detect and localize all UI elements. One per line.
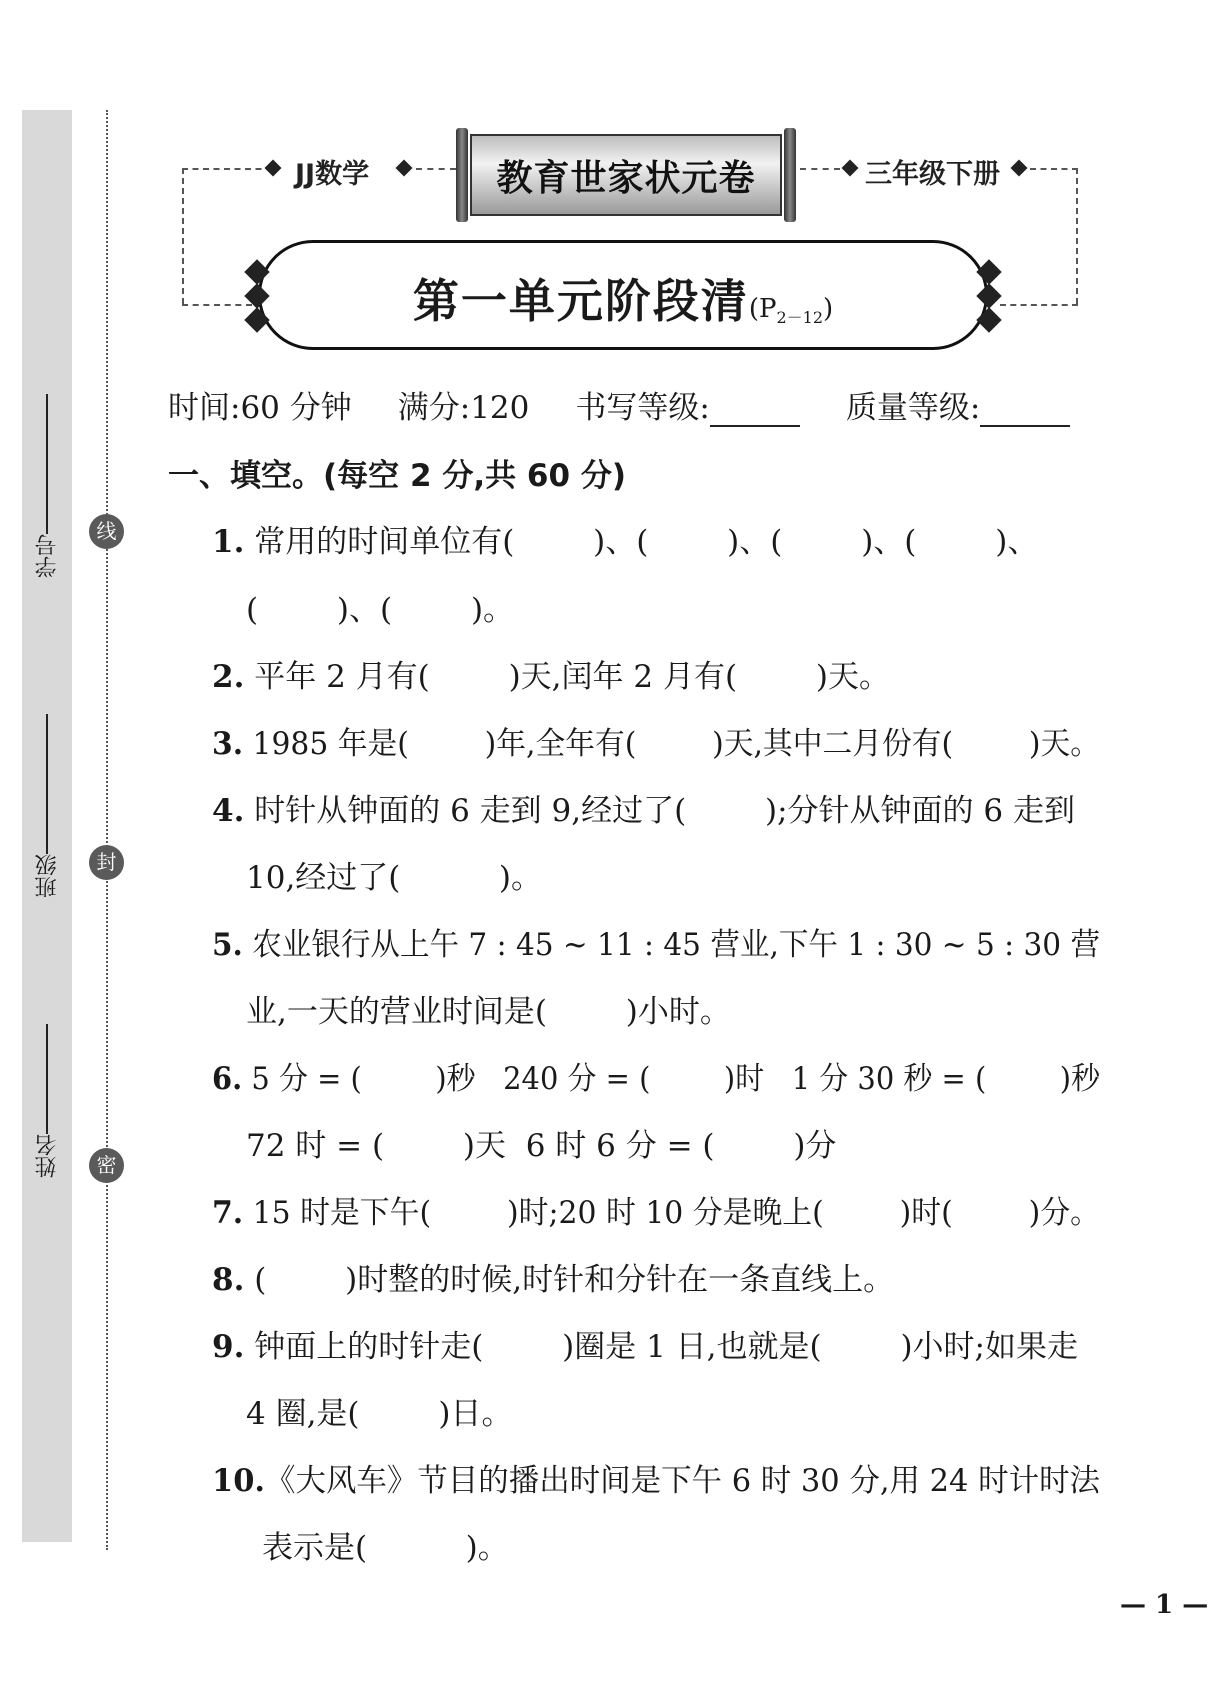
scroll-rod-right — [784, 128, 796, 222]
page-range-open: (P — [748, 294, 777, 324]
header-dash-center-right — [800, 168, 840, 170]
name-line[interactable] — [46, 1024, 48, 1134]
question-number: 5. — [212, 927, 243, 963]
series-scroll — [456, 128, 796, 222]
question-text: 钟面上的时针走( )圈是 1 日,也就是( )小时;如果走 — [254, 1329, 1079, 1365]
header-dash-left-bottom — [182, 304, 252, 306]
question-text: 农业银行从上午 7 : 45 ~ 11 : 45 营业,下午 1 : 30 ~ 5 : 30 营 — [252, 927, 1100, 963]
exam-info — [168, 382, 1070, 427]
question-9-line-2: 4 圈,是( )日。 — [246, 1396, 513, 1432]
diamond-icon — [1011, 160, 1028, 177]
question-10 — [212, 1455, 1100, 1500]
question-text: 1985 年是( )年,全年有( )天,其中二月份有( )天。 — [252, 726, 1100, 762]
question-6 — [212, 1053, 1100, 1098]
class-label: 班级 — [34, 854, 60, 898]
header-dash-right-bottom — [1000, 304, 1078, 306]
question-text: 5 分 = ( )秒 240 分 = ( )时 1 分 30 秒 = ( )秒 — [251, 1061, 1101, 1097]
subject-label: JJ数学 — [295, 159, 370, 190]
question-7 — [212, 1187, 1100, 1232]
question-number: 7. — [212, 1195, 244, 1231]
writing-grade-blank[interactable] — [710, 397, 800, 427]
name-field[interactable] — [30, 1020, 64, 1178]
page-range-sub: 2－12 — [776, 308, 824, 328]
name-label: 姓名 — [34, 1134, 60, 1178]
section-title: 一、填空。(每空 2 分,共 60 分) — [168, 458, 626, 494]
header-dash-left — [182, 168, 272, 170]
question-5 — [212, 919, 1100, 964]
question-number: 4. — [212, 793, 245, 829]
question-5-line-2: 业,一天的营业时间是( )小时。 — [246, 994, 731, 1030]
question-10-line-2: 表示是( )。 — [262, 1530, 509, 1566]
header-dash-center-left — [416, 168, 456, 170]
question-8 — [212, 1254, 894, 1299]
header-dash-right — [1030, 168, 1078, 170]
header-vdash-right — [1076, 168, 1078, 304]
question-number: 8. — [212, 1262, 245, 1298]
question-9 — [212, 1321, 1078, 1366]
question-1-line-2: ( )、( )。 — [246, 592, 515, 628]
question-1 — [212, 516, 1038, 561]
quality-grade-blank[interactable] — [980, 397, 1070, 427]
question-6-line-2: 72 时 = ( )天 6 时 6 分 = ( )分 — [246, 1128, 837, 1164]
question-text: 时针从钟面的 6 走到 9,经过了( );分针从钟面的 6 走到 — [254, 793, 1075, 829]
grade-label: 三年级下册 — [865, 159, 1000, 190]
question-number: 9. — [212, 1329, 245, 1365]
page-number: — 1 — — [1120, 1590, 1208, 1620]
diamond-icon — [842, 160, 859, 177]
question-3 — [212, 718, 1100, 763]
full-score-info: 满分:120 — [397, 390, 530, 426]
binding-dotted-line — [106, 110, 108, 1550]
student-number-field[interactable] — [30, 390, 64, 578]
binding-mark-secret: 密 — [89, 1148, 124, 1183]
question-2 — [212, 651, 890, 696]
unit-title: 第一单元阶段清 — [412, 274, 749, 328]
quality-grade-label: 质量等级: — [845, 390, 981, 426]
question-4-line-2: 10,经过了( )。 — [246, 860, 543, 896]
class-field[interactable] — [30, 710, 64, 898]
writing-grade-label: 书写等级: — [575, 390, 710, 426]
scroll-rod-left — [456, 128, 468, 222]
question-number: 3. — [212, 726, 244, 762]
time-info: 时间:60 分钟 — [168, 390, 352, 426]
scroll-paper — [470, 134, 782, 216]
student-number-line[interactable] — [46, 394, 48, 534]
question-number: 2. — [212, 659, 245, 695]
binding-mark-line: 线 — [89, 514, 124, 549]
question-text: 常用的时间单位有( )、( )、( )、( )、 — [254, 524, 1039, 560]
question-4 — [212, 785, 1075, 830]
question-text: 《大风车》节目的播出时间是下午 6 时 30 分,用 24 时计时法 — [265, 1463, 1100, 1499]
unit-banner — [258, 240, 988, 350]
header-vdash-left — [182, 168, 184, 304]
student-number-label: 学号 — [34, 534, 60, 578]
diamond-icon — [396, 160, 413, 177]
question-number: 1. — [212, 524, 245, 560]
question-number: 10. — [212, 1463, 266, 1499]
page-range-close: ) — [823, 294, 834, 324]
question-text: ( )时整的时候,时针和分针在一条直线上。 — [254, 1262, 895, 1298]
question-number: 6. — [212, 1061, 243, 1097]
diamond-icon — [265, 160, 282, 177]
series-title: 教育世家状元卷 — [496, 157, 756, 199]
class-line[interactable] — [46, 714, 48, 854]
question-text: 15 时是下午( )时;20 时 10 分是晚上( )时( )分。 — [252, 1195, 1100, 1231]
question-text: 平年 2 月有( )天,闰年 2 月有( )天。 — [254, 659, 890, 695]
page-range — [748, 294, 834, 328]
binding-mark-seal: 封 — [89, 845, 124, 880]
